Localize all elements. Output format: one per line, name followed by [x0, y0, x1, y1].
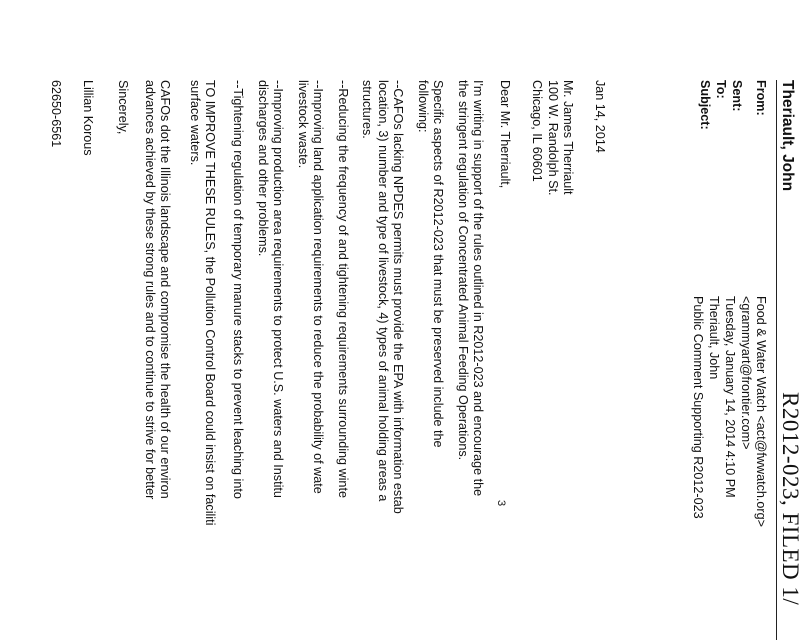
paragraph-line: livestock waste.: [295, 80, 310, 169]
paragraph-line: discharges and other problems.: [255, 80, 270, 257]
subject-label: Subject:: [698, 80, 712, 130]
salutation: Dear Mr. Therriault,: [498, 80, 512, 189]
final-paragraph: [141, 80, 172, 499]
signer-name: Lillian Korous: [81, 80, 95, 156]
to-label: To:: [714, 80, 728, 99]
intro-paragraph: [454, 80, 485, 496]
recipient-address: [529, 80, 575, 196]
paragraph-line: Specific aspects of R2012-023 that must be preserved include the: [431, 80, 445, 448]
letter-date: Jan 14, 2014: [593, 80, 607, 153]
paragraph-line: the stringent regulation of Concentrated Animal Feeding Operations.: [455, 80, 470, 461]
list-item: [254, 80, 285, 498]
subject-value: Public Comment Supporting R2012-023: [691, 296, 705, 519]
to-value: Theriault, John: [707, 296, 721, 380]
paragraph-line: I'm writing in support of the rules outlined in R2012-023 and encourage the: [471, 80, 485, 497]
filing-stamp: R2012-023, FILED 1/: [778, 392, 803, 606]
improvement-paragraph: [186, 80, 217, 525]
paragraph-line: surface waters.: [187, 80, 202, 166]
paragraph-line: structures.: [360, 80, 375, 139]
header-rule: [776, 80, 777, 640]
signer-zip: 62650-6561: [49, 80, 63, 148]
aspects-paragraph: [414, 80, 445, 448]
from-value-line: Food & Water Watch <act@fwwatch.org>: [754, 296, 768, 527]
sender-name-heading: Theriault, John: [779, 80, 796, 192]
sent-label: Sent:: [730, 80, 744, 112]
paragraph-line: location, 3) number and type of livestock, 4) types of animal holding areas a: [375, 80, 390, 502]
paragraph-line: following:: [415, 80, 430, 133]
list-item: --Reducing the frequency of and tightening requirements surrounding winte: [336, 80, 350, 498]
from-value: [737, 296, 768, 527]
sent-value: Tuesday, January 14, 2014 4:10 PM: [723, 296, 737, 498]
page-number: 3: [495, 500, 507, 507]
signoff: Sincerely,: [116, 80, 130, 135]
address-line: Mr. James Therriault: [561, 80, 575, 195]
paragraph-line: CAFOs dot the Illinois landscape and compromise the health of our environ: [158, 80, 172, 499]
paragraph-line: --Improving land application requirements to reduce the probability of wate: [311, 80, 325, 494]
list-item: [294, 80, 325, 494]
paragraph-line: --CAFOs lacking NPDES permits must provide the EPA with information estab: [391, 80, 405, 514]
list-item: [359, 80, 405, 514]
address-line: 100 W. Randolph St.: [545, 80, 560, 196]
from-label: From:: [754, 80, 768, 116]
list-item: --Tightening regulation of temporary manure stacks to prevent leaching into: [231, 80, 245, 499]
from-value-line: <grammyart@frontier.com>: [738, 296, 753, 450]
paragraph-line: --Improving production area requirements to protect U.S. waters and Institu: [271, 80, 285, 498]
paragraph-line: TO IMPROVE THESE RULES, the Pollution Control Board could insist on faciliti: [203, 80, 217, 526]
paragraph-line: advances achieved by these strong rules and to continue to strive for better: [142, 80, 157, 500]
address-line: Chicago, IL 60601: [530, 80, 545, 182]
